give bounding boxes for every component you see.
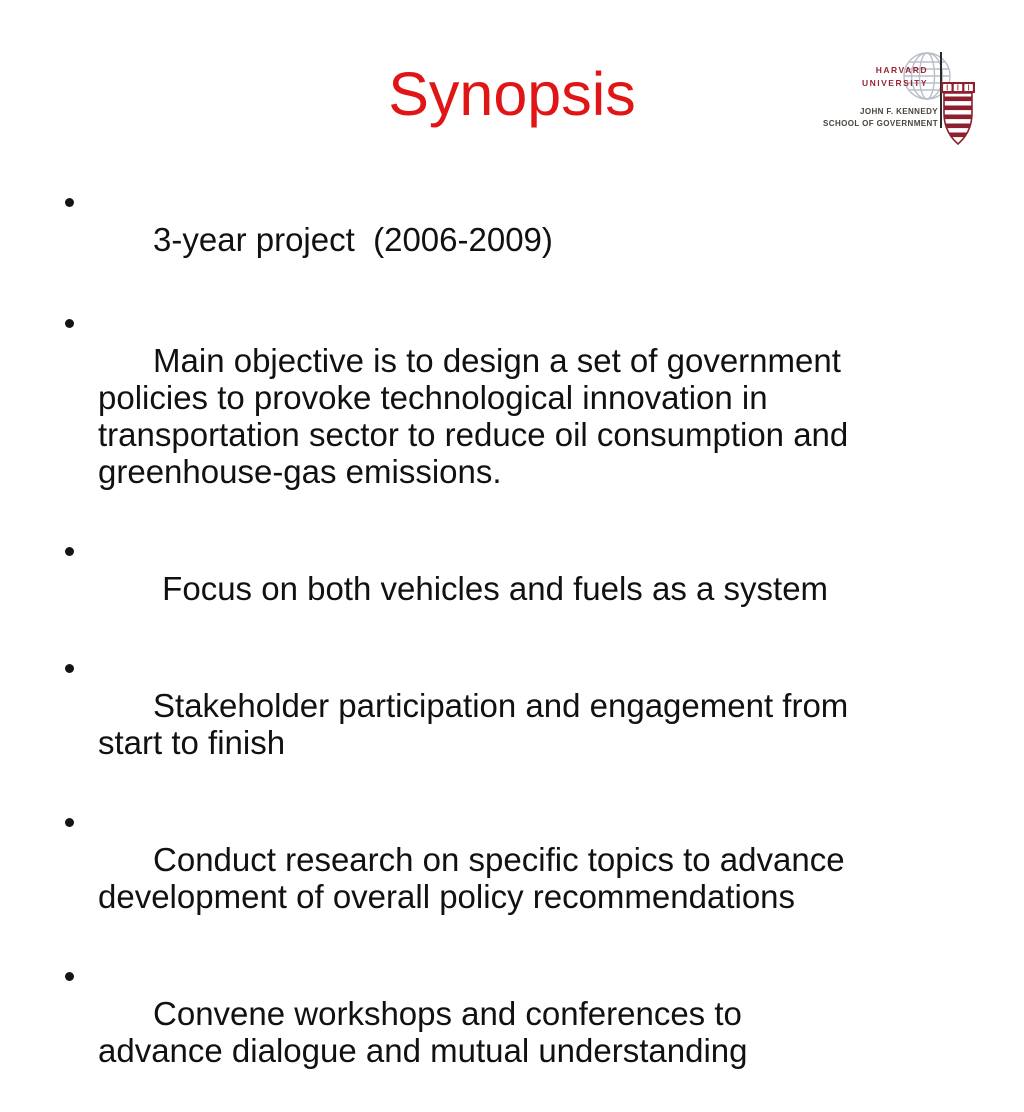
harvard-ksg-logo [825,42,995,157]
page-title: Synopsis [388,60,636,128]
bullet-icon [65,547,74,556]
bullet-item [63,958,858,1106]
harvard-shield-icon [941,82,975,146]
bullet-item [63,804,858,952]
bullet-item [63,533,858,644]
bullet-item [63,305,858,527]
bullet-item [63,184,858,295]
bullet-icon [65,972,74,981]
bullet-text: Convene workshops and conferences to advance dialogue and mutual understanding [98,995,752,1069]
harvard-text: HARVARD [875,65,928,75]
kennedy-text: JOHN F. KENNEDY [859,107,938,116]
bullet-text: Focus on both vehicles and fuels as a system [153,570,829,607]
bullet-icon [65,319,74,328]
harvard-university-wordmark [862,64,928,90]
kennedy-school-wordmark [823,106,938,130]
bullet-list [63,184,858,1112]
university-text: UNIVERSITY [861,78,928,88]
bullet-icon [65,818,74,827]
bullet-icon [65,664,74,673]
bullet-text: Main objective is to design a set of government policies to provoke technological innovation in transportation sector to reduce oil consumption and greenhouse-gas emissions. [98,342,858,490]
bullet-text: Conduct research on specific topics to advance development of overall policy recommendations [98,841,854,915]
bullet-icon [65,198,74,207]
bullet-text: 3-year project (2006-2009) [153,221,553,258]
bullet-text: Stakeholder participation and engagement from start to finish [98,687,858,761]
bullet-item [63,650,858,798]
school-of-government-text: SCHOOL OF GOVERNMENT [823,119,938,128]
